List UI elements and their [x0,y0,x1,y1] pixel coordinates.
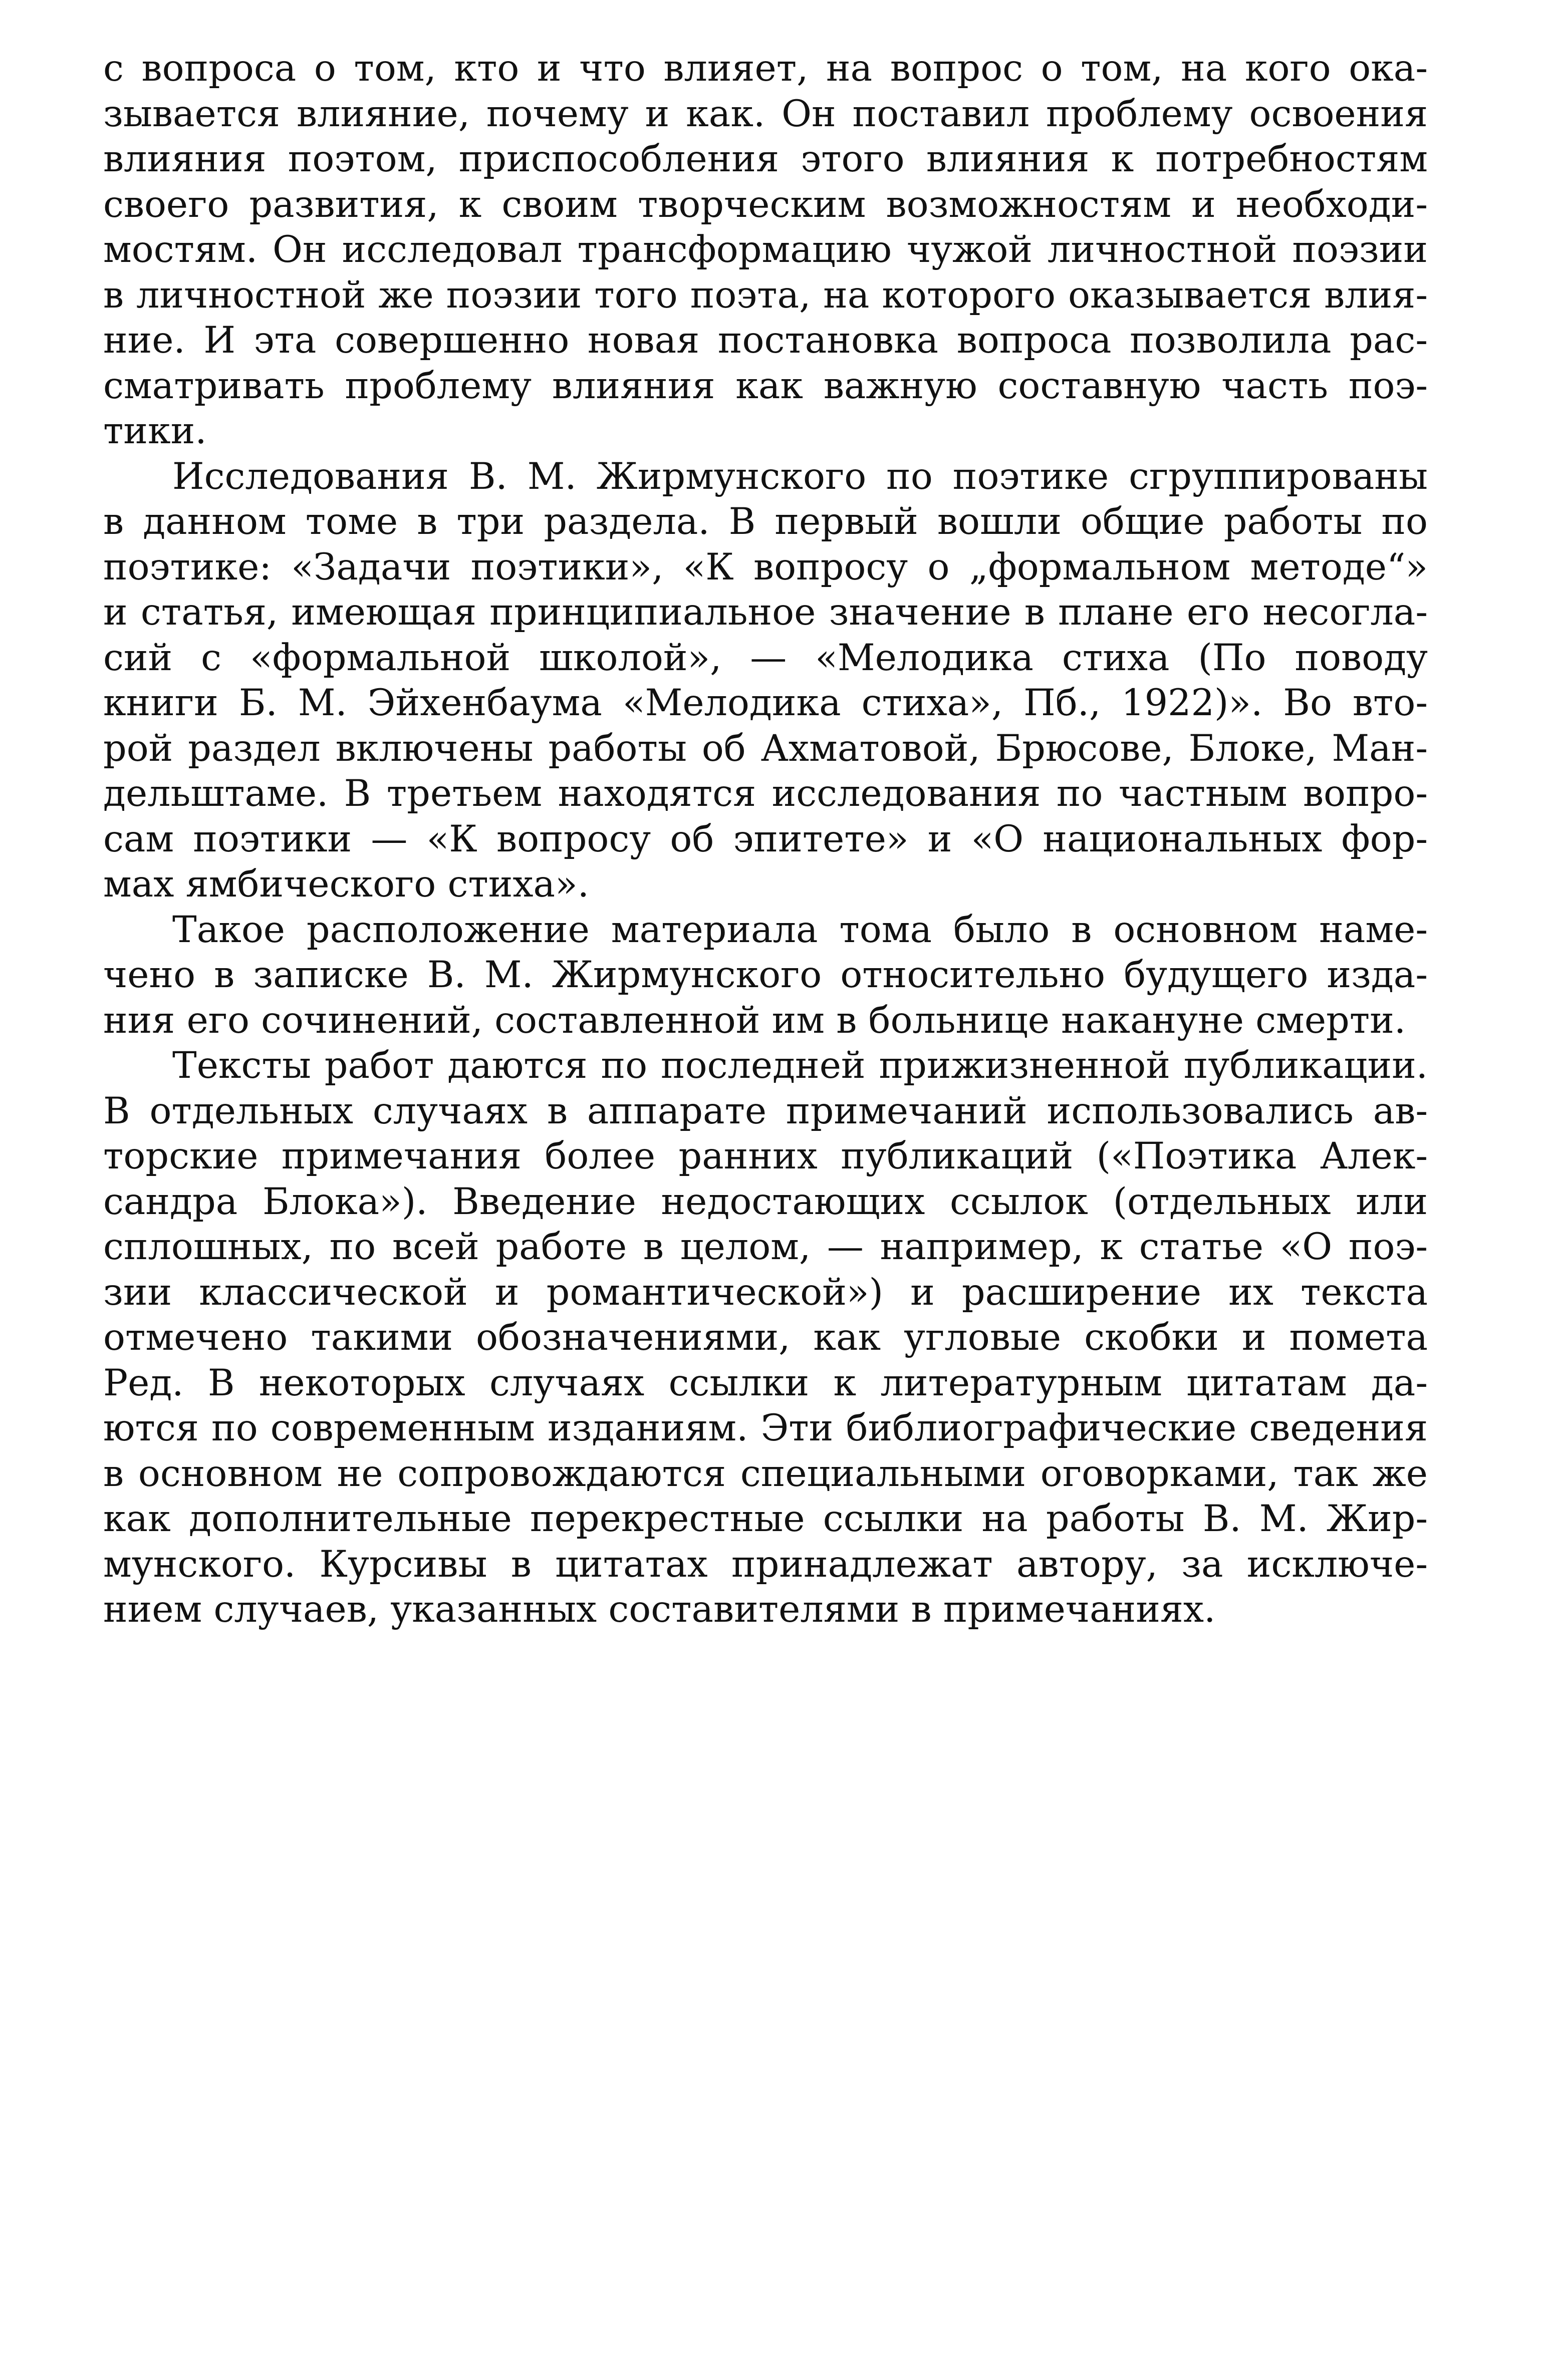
text-line: книги Б. М. Эйхенбаума «Мелодика стиха», Пб., 1922)». Во вто- [103,682,1428,724]
text-line: мунского. Курсивы в цитатах принадлежат автору, за исключе- [103,1543,1428,1586]
text-line: отмечено такими обозначениями, как угловые скобки и помета [103,1316,1428,1359]
text-line: ния его сочинений, составленной им в больнице накануне смерти. [103,999,1406,1042]
paragraph-1 [103,46,1428,454]
text-line: сандра Блока»). Введение недостающих ссылок (отдельных или [103,1180,1428,1223]
paragraph-2 [103,454,1428,908]
text-line: своего развития, к своим творческим возможностям и необходи- [103,183,1428,226]
text-line: Тексты работ даются по последней прижизненной публикации. [172,1044,1428,1087]
text-line: нием случаев, указанных составителями в примечаниях. [103,1588,1216,1631]
text-line: В отдельных случаях в аппарате примечаний использовались ав- [103,1089,1428,1132]
paragraph-4 [103,1043,1428,1633]
text-line: Исследования В. М. Жирмунского по поэтике сгруппированы [172,455,1428,498]
text-line: Такое расположение материала тома было в основном наме- [172,908,1428,951]
text-line: зии классической и романтической») и расширение их текста [103,1271,1428,1314]
text-line: сплошных, по всей работе в целом, — например, к статье «О поэ- [103,1226,1428,1268]
text-line: торские примечания более ранних публикаций («Поэтика Алек- [103,1135,1428,1177]
text-line: поэтике: «Задачи поэтики», «К вопросу о „формальном методе“» [103,545,1428,588]
text-line: сий с «формальной школой», — «Мелодика стиха (По поводу [103,636,1428,679]
text-line: как дополнительные перекрестные ссылки на работы В. М. Жир- [103,1498,1428,1540]
text-line: в данном томе в три раздела. В первый вошли общие работы по [103,500,1428,543]
text-line: чено в записке В. М. Жирмунского относительно будущего изда- [103,954,1428,996]
text-line: сам поэтики — «К вопросу об эпитете» и «О национальных фор- [103,817,1428,860]
text-line: зывается влияние, почему и как. Он поставил проблему освоения [103,92,1428,135]
body-text [103,46,1428,1633]
text-line: тики. [103,410,207,452]
text-line: рой раздел включены работы об Ахматовой, Брюсове, Блоке, Ман- [103,727,1428,770]
text-line: с вопроса о том, кто и что влияет, на вопрос о том, на кого ока- [103,47,1428,90]
text-line: и статья, имеющая принципиальное значение в плане его несогла- [103,591,1428,634]
text-line: в основном не сопровождаются специальными оговорками, так же [103,1452,1428,1495]
text-line: мостям. Он исследовал трансформацию чужой личностной поэзии [103,228,1428,271]
text-line: ние. И эта совершенно новая постановка вопроса позволила рас- [103,319,1428,362]
text-line: влияния поэтом, приспособления этого влияния к потребностям [103,138,1428,180]
text-line: мах ямбического стиха». [103,863,589,906]
text-line: в личностной же поэзии того поэта, на которого оказывается влия- [103,273,1428,317]
text-line: ются по современным изданиям. Эти библиографические сведения [103,1407,1428,1449]
paragraph-3 [103,908,1428,1044]
text-line: сматривать проблему влияния как важную составную часть поэ- [103,364,1428,407]
text-line: дельштаме. В третьем находятся исследования по частным вопро- [103,772,1428,815]
text-line: Ред. В некоторых случаях ссылки к литературным цитатам да- [103,1361,1428,1404]
